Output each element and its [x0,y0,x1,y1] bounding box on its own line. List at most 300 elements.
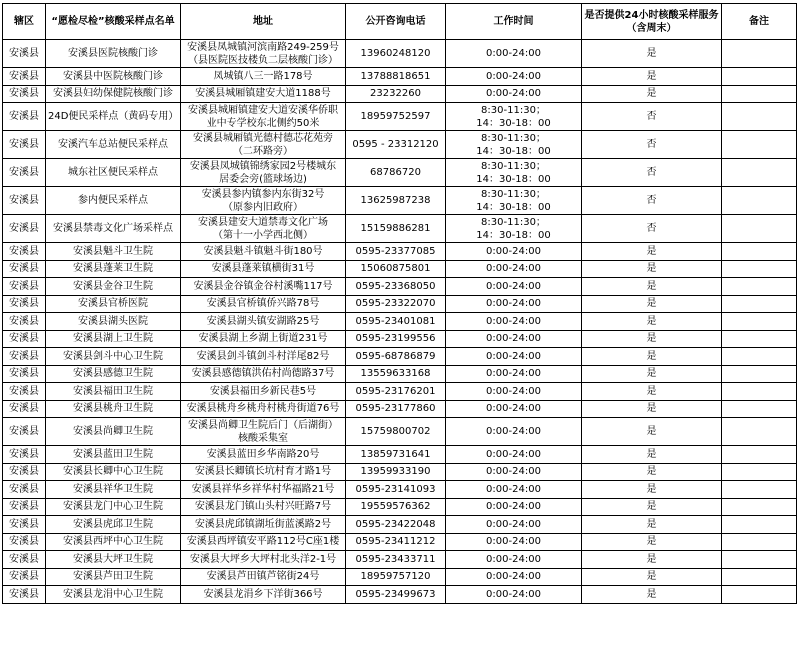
table-row [3,400,797,418]
cell-hours [446,103,582,131]
cell-address [181,383,346,401]
cell-phone: 0595-23322070 [346,295,446,313]
cell-note [722,463,797,481]
cell-note [722,278,797,296]
cell-address [181,85,346,103]
table-row [3,568,797,586]
cell-district: 安溪县 [3,551,46,569]
cell-phone: 13859731641 [346,446,446,464]
cell-address-line: 安溪县祥华乡祥华村华福路21号 [191,483,335,495]
cell-site-name: 安溪县西坪中心卫生院 [46,533,181,551]
cell-district: 安溪县 [3,313,46,331]
cell-hours [446,85,582,103]
cell-district: 安溪县 [3,463,46,481]
table-row [3,260,797,278]
header-phone: 公开咨询电话 [346,4,446,40]
table-row [3,330,797,348]
cell-district: 安溪县 [3,40,46,68]
cell-note [722,533,797,551]
cell-24h-service: 是 [582,365,722,383]
cell-phone: 13959933190 [346,463,446,481]
cell-address-line: 安溪县虎邱镇湖坵街蓝溪路2号 [194,518,332,530]
cell-24h-service: 是 [582,348,722,366]
cell-address-line: 安溪县西坪镇安平路112号C座1楼 [186,536,340,548]
table-row [3,446,797,464]
cell-24h-service: 否 [582,131,722,159]
cell-site-name: 安溪县湖头医院 [46,313,181,331]
cell-site-name: 参内便民采样点 [46,187,181,215]
cell-phone: 15759800702 [346,418,446,446]
cell-district: 安溪县 [3,481,46,499]
cell-district: 安溪县 [3,85,46,103]
cell-hours-line: 14：30-18：00 [476,173,551,185]
header-address: 地址 [181,4,346,40]
cell-address-line: （县医院医技楼负二层核酸门诊） [188,54,338,66]
cell-hours [446,418,582,446]
cell-address [181,365,346,383]
table-row [3,383,797,401]
table-row [3,533,797,551]
cell-24h-service: 否 [582,103,722,131]
cell-hours-line: 8:30-11:30； [481,216,546,228]
cell-24h-service: 是 [582,260,722,278]
cell-hours-line: 8:30-11:30； [481,132,546,144]
cell-address [181,295,346,313]
cell-address [181,446,346,464]
cell-site-name: 安溪县蓬莱卫生院 [46,260,181,278]
table-row [3,243,797,261]
cell-note [722,481,797,499]
cell-24h-service: 是 [582,68,722,86]
cell-phone: 15060875801 [346,260,446,278]
cell-note [722,159,797,187]
cell-site-name: 安溪县中医院核酸门诊 [46,68,181,86]
cell-hours-line: 0:00-24:00 [486,333,541,345]
cell-24h-service: 是 [582,498,722,516]
cell-address-line: 安溪县金谷镇金谷村溪嘴117号 [193,280,333,292]
cell-hours [446,568,582,586]
cell-district: 安溪县 [3,533,46,551]
cell-hours [446,365,582,383]
cell-phone: 13559633168 [346,365,446,383]
cell-district: 安溪县 [3,516,46,534]
cell-24h-service: 是 [582,516,722,534]
cell-hours-line: 0:00-24:00 [486,553,541,565]
cell-phone: 13625987238 [346,187,446,215]
cell-hours-line: 0:00-24:00 [486,298,541,310]
cell-note [722,516,797,534]
cell-address [181,586,346,604]
header-24h-service: 是否提供24小时核酸采样服务（含周末） [582,4,722,40]
cell-district: 安溪县 [3,348,46,366]
cell-address-line: （原参内旧政府） [223,201,303,213]
cell-district: 安溪县 [3,278,46,296]
table-row [3,551,797,569]
cell-address-line: 核酸采集室 [238,432,288,444]
cell-address-line: 安溪县剑斗镇剑斗村洋尾82号 [196,350,330,362]
cell-24h-service: 否 [582,159,722,187]
table-row [3,215,797,243]
cell-hours-line: 0:00-24:00 [486,466,541,478]
cell-address-line: 安溪县城厢镇建安大道1188号 [195,88,331,100]
cell-hours-line: 0:00-24:00 [486,403,541,415]
cell-note [722,568,797,586]
cell-phone: 0595-23199556 [346,330,446,348]
cell-note [722,330,797,348]
cell-phone: 0595-23177860 [346,400,446,418]
cell-hours [446,131,582,159]
cell-district: 安溪县 [3,68,46,86]
cell-note [722,383,797,401]
cell-address [181,463,346,481]
cell-district: 安溪县 [3,159,46,187]
cell-site-name: 安溪县龙涓中心卫生院 [46,586,181,604]
cell-hours [446,348,582,366]
cell-hours [446,551,582,569]
cell-district: 安溪县 [3,400,46,418]
cell-site-name: 安溪县芦田卫生院 [46,568,181,586]
cell-note [722,103,797,131]
cell-phone: 68786720 [346,159,446,187]
cell-hours [446,68,582,86]
cell-24h-service: 是 [582,400,722,418]
cell-district: 安溪县 [3,568,46,586]
cell-hours [446,215,582,243]
cell-phone: 13788818651 [346,68,446,86]
cell-24h-service: 是 [582,295,722,313]
cell-phone: 0595-23411212 [346,533,446,551]
cell-address-line: 安溪县感德镇洪佑村尚德路37号 [191,368,335,380]
cell-phone: 15159886281 [346,215,446,243]
cell-hours [446,516,582,534]
cell-district: 安溪县 [3,243,46,261]
table-row [3,159,797,187]
cell-district: 安溪县 [3,330,46,348]
cell-phone: 0595-68786879 [346,348,446,366]
cell-phone: 0595-23401081 [346,313,446,331]
cell-hours-line: 0:00-24:00 [486,518,541,530]
cell-district: 安溪县 [3,131,46,159]
cell-district: 安溪县 [3,418,46,446]
cell-hours [446,40,582,68]
cell-site-name: 安溪县医院核酸门诊 [46,40,181,68]
cell-address-line: 安溪县官桥镇侨兴路78号 [206,298,320,310]
cell-hours [446,463,582,481]
cell-address-line: 安溪县湖上乡湖上街道231号 [198,333,328,345]
header-district: 辖区 [3,4,46,40]
table-row [3,498,797,516]
cell-phone: 18959752597 [346,103,446,131]
cell-hours-line: 0:00-24:00 [486,483,541,495]
cell-site-name: 安溪县金谷卫生院 [46,278,181,296]
cell-hours [446,313,582,331]
cell-note [722,260,797,278]
cell-district: 安溪县 [3,446,46,464]
cell-24h-service: 否 [582,187,722,215]
cell-phone: 0595-23368050 [346,278,446,296]
cell-address [181,516,346,534]
cell-hours-line: 0:00-24:00 [486,501,541,513]
table-row [3,586,797,604]
cell-address [181,278,346,296]
cell-hours-line: 0:00-24:00 [486,588,541,600]
cell-24h-service: 是 [582,481,722,499]
cell-24h-service: 是 [582,418,722,446]
cell-district: 安溪县 [3,498,46,516]
table-row [3,187,797,215]
cell-address-line: 安溪县桃舟乡桃舟村桃舟街道76号 [186,403,340,415]
header-note: 备注 [722,4,797,40]
cell-note [722,85,797,103]
cell-site-name: 安溪汽车总站便民采样点 [46,131,181,159]
cell-site-name: 安溪县尚卿卫生院 [46,418,181,446]
cell-address [181,568,346,586]
cell-hours [446,330,582,348]
cell-hours-line: 0:00-24:00 [486,245,541,257]
cell-address [181,187,346,215]
cell-phone: 13960248120 [346,40,446,68]
cell-hours [446,481,582,499]
cell-hours [446,295,582,313]
cell-address-line: 安溪县长卿镇长坑村育才路1号 [194,466,332,478]
cell-24h-service: 是 [582,551,722,569]
cell-address-line: 安溪县城厢镇光德村德芯花苑旁 [193,132,333,144]
cell-site-name: 安溪县湖上卫生院 [46,330,181,348]
cell-address [181,533,346,551]
sampling-site-table [2,3,797,604]
cell-hours-line: 14：30-18：00 [476,117,551,129]
cell-phone: 0595-23422048 [346,516,446,534]
cell-site-name: 安溪县福田卫生院 [46,383,181,401]
cell-address-line: 安溪县参内镇参内东街32号 [201,188,325,200]
cell-24h-service: 是 [582,383,722,401]
cell-phone: 0595-23433711 [346,551,446,569]
table-row [3,481,797,499]
cell-hours-line: 14：30-18：00 [476,145,551,157]
cell-address [181,498,346,516]
cell-address [181,159,346,187]
cell-24h-service: 是 [582,533,722,551]
cell-phone: 0595-23176201 [346,383,446,401]
cell-hours [446,243,582,261]
cell-site-name: 24D便民采样点（黄码专用） [46,103,181,131]
cell-address [181,131,346,159]
cell-district: 安溪县 [3,365,46,383]
cell-note [722,498,797,516]
cell-24h-service: 否 [582,215,722,243]
cell-address [181,330,346,348]
cell-note [722,446,797,464]
cell-address-line: 安溪县蓝田乡华南路20号 [206,448,320,460]
cell-address-line: （二环路旁） [233,145,293,157]
cell-note [722,418,797,446]
cell-address [181,481,346,499]
cell-site-name: 安溪县长卿中心卫生院 [46,463,181,481]
table-row [3,313,797,331]
cell-address [181,260,346,278]
cell-site-name: 安溪县虎邱卫生院 [46,516,181,534]
cell-hours-line: 0:00-24:00 [486,315,541,327]
cell-hours [446,159,582,187]
cell-24h-service: 是 [582,446,722,464]
cell-site-name: 安溪县官桥医院 [46,295,181,313]
table-row [3,131,797,159]
cell-hours [446,260,582,278]
cell-address-line: 安溪县蓬莱镇横街31号 [211,263,315,275]
cell-note [722,40,797,68]
cell-hours-line: 0:00-24:00 [486,368,541,380]
cell-note [722,131,797,159]
cell-hours [446,498,582,516]
cell-district: 安溪县 [3,295,46,313]
cell-address-line: 安溪县福田乡新民巷5号 [209,385,317,397]
cell-hours-line: 0:00-24:00 [486,263,541,275]
cell-note [722,295,797,313]
cell-note [722,400,797,418]
cell-address-line: 安溪县湖头镇安湖路25号 [206,315,320,327]
cell-site-name: 安溪县剑斗中心卫生院 [46,348,181,366]
cell-24h-service: 是 [582,278,722,296]
cell-site-name: 安溪县蓝田卫生院 [46,446,181,464]
cell-hours-line: 14：30-18：00 [476,201,551,213]
cell-24h-service: 是 [582,463,722,481]
cell-site-name: 安溪县大坪卫生院 [46,551,181,569]
table-row [3,85,797,103]
cell-address [181,418,346,446]
cell-address-line: （第十一小学西北侧） [213,229,313,241]
cell-phone: 18959757120 [346,568,446,586]
cell-district: 安溪县 [3,383,46,401]
header-site-name: “愿检尽检”核酸采样点名单 [46,4,181,40]
cell-address [181,243,346,261]
cell-site-name: 安溪县感德卫生院 [46,365,181,383]
cell-site-name: 安溪县妇幼保健院核酸门诊 [46,85,181,103]
cell-phone: 19559576362 [346,498,446,516]
cell-address [181,551,346,569]
cell-hours-line: 0:00-24:00 [486,448,541,460]
cell-note [722,365,797,383]
cell-address [181,348,346,366]
cell-site-name: 安溪县龙门中心卫生院 [46,498,181,516]
cell-24h-service: 是 [582,40,722,68]
cell-note [722,243,797,261]
table-row [3,295,797,313]
cell-address-line: 安溪县大坪乡大坪村北头洋2-1号 [189,553,337,565]
table-row [3,516,797,534]
cell-site-name: 安溪县祥华卫生院 [46,481,181,499]
cell-hours [446,187,582,215]
cell-hours [446,383,582,401]
cell-24h-service: 是 [582,85,722,103]
cell-24h-service: 是 [582,330,722,348]
cell-address [181,68,346,86]
table-body [3,40,797,604]
cell-district: 安溪县 [3,103,46,131]
cell-address-line: 安溪县芦田镇芦铭街24号 [206,571,320,583]
cell-phone: 0595-23141093 [346,481,446,499]
cell-24h-service: 是 [582,313,722,331]
table-row [3,278,797,296]
cell-hours-line: 0:00-24:00 [486,426,541,437]
cell-phone: 0595 - 23312120 [346,131,446,159]
cell-district: 安溪县 [3,586,46,604]
cell-hours-line: 0:00-24:00 [486,48,541,59]
cell-phone: 0595-23377085 [346,243,446,261]
cell-hours [446,586,582,604]
cell-district: 安溪县 [3,215,46,243]
cell-address-line: 凤城镇八三一路178号 [213,70,313,82]
cell-24h-service: 是 [582,568,722,586]
cell-site-name: 城东社区便民采样点 [46,159,181,187]
table-row [3,68,797,86]
cell-address-line: 安溪县城厢镇建安大道安溪华侨职 [188,104,338,116]
cell-district: 安溪县 [3,260,46,278]
cell-address-line: 业中专学校东北侧约50米 [206,117,320,129]
cell-24h-service: 是 [582,586,722,604]
cell-note [722,348,797,366]
cell-site-name: 安溪县桃舟卫生院 [46,400,181,418]
header-hours: 工作时间 [446,4,582,40]
cell-site-name: 安溪县禁毒文化广场采样点 [46,215,181,243]
cell-hours-line: 0:00-24:00 [486,280,541,292]
cell-hours-line: 8:30-11:30； [481,104,546,116]
cell-hours [446,278,582,296]
cell-hours [446,533,582,551]
cell-address [181,103,346,131]
cell-address [181,400,346,418]
cell-24h-service: 是 [582,243,722,261]
cell-address-line: 安溪县建安大道禁毒文化广场 [198,216,328,228]
cell-address-line: 安溪县龙门镇山头村兴旺路7号 [194,501,332,513]
cell-hours-line: 0:00-24:00 [486,350,541,362]
cell-hours-line: 0:00-24:00 [486,70,541,82]
cell-address [181,40,346,68]
cell-hours [446,400,582,418]
cell-phone: 0595-23499673 [346,586,446,604]
cell-hours-line: 8:30-11:30； [481,160,546,172]
table-row [3,40,797,68]
cell-hours-line: 14：30-18：00 [476,229,551,241]
cell-address-line: 安溪县尚卿卫生院后门（后湖街） [188,419,338,431]
cell-address-line: 安溪县凤城镇河滨南路249-259号 [187,41,339,53]
cell-note [722,313,797,331]
cell-phone: 23232260 [346,85,446,103]
table-row [3,365,797,383]
table-row [3,348,797,366]
table-row [3,103,797,131]
cell-note [722,187,797,215]
table-row [3,418,797,446]
cell-address-line: 居委会旁(篮球场边) [219,173,307,185]
cell-note [722,215,797,243]
sampling-site-sheet [2,3,797,604]
cell-address-line: 安溪县凤城镇锦绣家园2号楼城东 [189,160,337,172]
cell-hours-line: 0:00-24:00 [486,88,541,100]
cell-hours-line: 0:00-24:00 [486,536,541,548]
cell-note [722,68,797,86]
cell-site-name: 安溪县魁斗卫生院 [46,243,181,261]
cell-hours-line: 0:00-24:00 [486,571,541,583]
cell-address [181,215,346,243]
cell-address-line: 安溪县龙涓乡下洋街366号 [203,588,323,600]
cell-hours-line: 0:00-24:00 [486,385,541,397]
cell-hours-line: 8:30-11:30； [481,188,546,200]
cell-address [181,313,346,331]
cell-note [722,551,797,569]
cell-hours [446,446,582,464]
header-row [3,4,797,40]
cell-note [722,586,797,604]
